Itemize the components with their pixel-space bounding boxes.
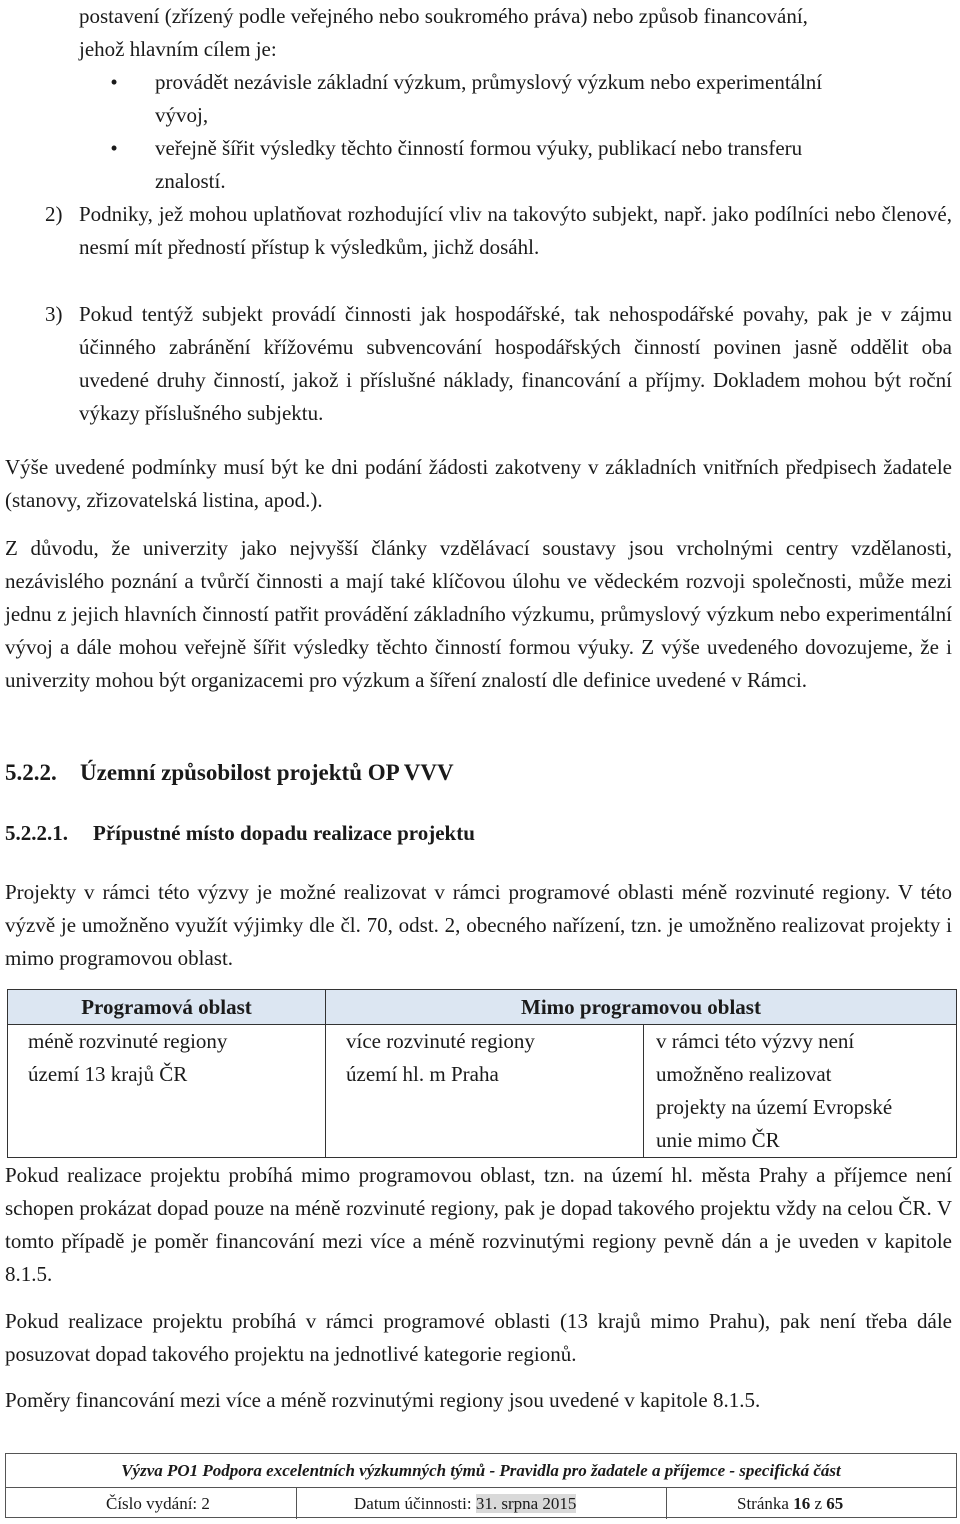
table-cell-less-developed — [8, 1025, 326, 1158]
intro-continuation-line2: jehož hlavním cílem je: — [79, 37, 277, 61]
footer-page-label: Stránka — [737, 1494, 794, 1513]
footer-info-row — [6, 1487, 956, 1518]
numbered-item — [45, 298, 952, 430]
footer-page — [737, 1488, 843, 1519]
subsection-number: 5.2.2.1. — [5, 821, 68, 845]
footer-page-of: z — [810, 1494, 827, 1513]
footer-date-value: 31. srpna 2015 — [475, 1494, 577, 1513]
section-title: Územní způsobilost projektů OP VVV — [80, 760, 454, 785]
section-number: 5.2.2. — [5, 760, 57, 785]
cell-line: projekty na území Evropské — [656, 1095, 893, 1119]
bullet-line: znalostí. — [155, 169, 226, 193]
subsection-title: Přípustné místo dopadu realizace projektu — [93, 821, 475, 845]
footer-title: Výzva PO1 Podpora excelentních výzkumných týmů - Pravidla pro žadatele a příjemce - specifická část — [121, 1461, 841, 1480]
intro-continuation-line1: postavení (zřízený podle veřejného nebo soukromého práva) nebo způsob financování, — [79, 4, 808, 28]
table-header-outside-area: Mimo programovou oblast — [326, 990, 957, 1025]
subsection-heading — [5, 817, 475, 850]
section-heading — [5, 756, 454, 789]
cell-line: území hl. m Praha — [346, 1062, 499, 1086]
bullet-line: vývoj, — [155, 103, 209, 127]
paragraph-prague: Pokud realizace projektu probíhá mimo programovou oblast, tzn. na území hl. města Prahy a příjemce není schopen prokázat dopad pouze na méně rozvinuté regiony, pak je dopad takového projektu vždy na celou ČR. V tomto případě je poměr financování mezi více a méně rozvinutými regiony pevně dán a je uveden v kapitole 8.1.5. — [5, 1163, 952, 1286]
bullet-item — [110, 132, 952, 198]
item-text: Pokud tentýž subjekt provádí činnosti jak hospodářské, tak nehospodářské povahy, pak je v zájmu účinného zabránění křížovému subvencování hospodářských činností povinen jasně oddělit oba uvedené druhy činností, jakož i příslušné náklady, financování a příjmy. Dokladem mohou být roční výkazy příslušného subjektu. — [79, 302, 952, 425]
table-cell-eu — [644, 1025, 957, 1158]
bullet-item — [110, 66, 952, 132]
footer-date-label: Datum účinnosti: — [354, 1494, 476, 1513]
paragraph-programme-area: Projekty v rámci této výzvy je možné realizovat v rámci programové oblasti méně rozvinuté regiony. V této výzvě je umožněno využít výjimky dle čl. 70, odst. 2, obecného nařízení, tzn. je umožněno realizovat projekty i mimo programovou oblast. — [5, 880, 952, 970]
cell-line: více rozvinuté regiony — [346, 1029, 535, 1053]
footer-page-number: 16 — [793, 1494, 811, 1513]
footer-date — [354, 1488, 576, 1519]
bullet-icon: • — [110, 70, 118, 94]
paragraph-ratios: Poměry financování mezi více a méně rozvinutými regiony jsou uvedené v kapitole 8.1.5. — [5, 1388, 761, 1412]
cell-line: v rámci této výzvy není — [656, 1029, 855, 1053]
footer-page-total: 65 — [826, 1494, 844, 1513]
bullet-line: provádět nezávisle základní výzkum, průmyslový výzkum nebo experimentální — [155, 70, 823, 94]
paragraph-universities: Z důvodu, že univerzity jako nejvyšší články vzdělávací soustavy jsou vrcholnými centry vzdělanosti, nezávislého poznání a tvůrčí činnosti a mají také klíčovou úlohu ve vědeckém rozvoji společnosti, může mezi jednu z jejich hlavních činností patřit provádění základního výzkumu, průmyslový výzkum nebo experimentální vývoj a dále mohou veřejně šířit výsledky těchto činností formou výuky. Z výše uvedeného dovozujeme, že i univerzity mohou být organizacemi pro výzkum a šíření znalostí dle definice uvedené v Rámci. — [5, 536, 952, 692]
cell-line: umožněno realizovat — [656, 1062, 832, 1086]
bullet-icon: • — [110, 136, 118, 160]
footer-separator — [296, 1488, 297, 1519]
bullet-line: veřejně šířit výsledky těchto činností formou výuky, publikací nebo transferu — [155, 136, 803, 160]
item-number: 3) — [45, 302, 63, 326]
footer-separator — [666, 1488, 667, 1519]
cell-line: méně rozvinuté regiony — [28, 1029, 228, 1053]
footer-issue: Číslo vydání: 2 — [106, 1494, 210, 1513]
item-number: 2) — [45, 202, 63, 226]
paragraph-conditions: Výše uvedené podmínky musí být ke dni podání žádosti zakotveny v základních vnitřních předpisech žadatele (stanovy, zřizovatelská listina, apod.). — [5, 455, 952, 512]
item-text: Podniky, jež mohou uplatňovat rozhodující vliv na takovýto subjekt, např. jako podílníci nebo členové, nesmí mít předností přístup k výsledkům, jichž dosáhl. — [79, 202, 952, 259]
numbered-item — [45, 198, 952, 264]
table-cell-more-developed — [326, 1025, 644, 1158]
paragraph-13-regions: Pokud realizace projektu probíhá v rámci programové oblasti (13 krajů mimo Prahu), pak není třeba dále posuzovat dopad takového projektu na jednotlivé kategorie regionů. — [5, 1309, 952, 1366]
table-header-programme-area: Programová oblast — [8, 990, 326, 1025]
region-table — [7, 989, 957, 1158]
cell-line: unie mimo ČR — [656, 1128, 780, 1152]
page-footer — [5, 1453, 957, 1518]
cell-line: území 13 krajů ČR — [28, 1062, 188, 1086]
